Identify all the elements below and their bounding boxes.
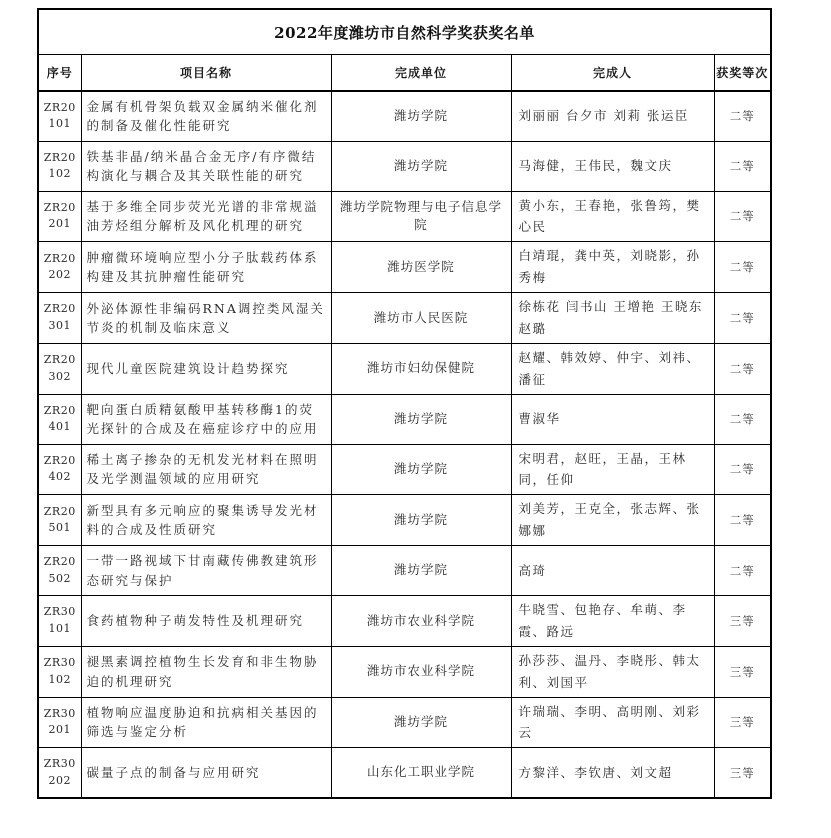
cell-completing-unit: 潍坊学院 <box>331 444 511 495</box>
cell-serial-number: ZR30201 <box>38 697 81 748</box>
cell-serial-number: ZR20401 <box>38 394 81 444</box>
cell-award-level: 二等 <box>714 444 771 495</box>
cell-award-level: 二等 <box>714 293 771 344</box>
cell-completers: 刘丽丽 台夕市 刘莉 张运臣 <box>511 91 714 141</box>
cell-project-name: 一带一路视域下甘南藏传佛教建筑形态研究与保护 <box>81 546 331 596</box>
cell-completers: 白靖琨，龚中英，刘晓影，孙秀梅 <box>511 242 714 293</box>
col-header-project: 项目名称 <box>81 55 331 92</box>
cell-completing-unit: 潍坊学院 <box>331 495 511 546</box>
table-row <box>38 343 771 394</box>
table-row <box>38 444 771 495</box>
cell-serial-number: ZR20201 <box>38 191 81 242</box>
cell-award-level: 二等 <box>714 343 771 394</box>
cell-completing-unit: 潍坊医学院 <box>331 242 511 293</box>
table-body <box>38 91 771 798</box>
cell-completers: 曹淑华 <box>511 394 714 444</box>
award-table <box>37 8 772 799</box>
col-header-serial: 序号 <box>38 55 81 92</box>
table-row <box>38 546 771 596</box>
cell-serial-number: ZR20301 <box>38 293 81 344</box>
cell-project-name: 靶向蛋白质精氨酸甲基转移酶1的荧光探针的合成及在癌症诊疗中的应用 <box>81 394 331 444</box>
document-title: 2022年度潍坊市自然科学奖获奖名单 <box>38 9 771 55</box>
cell-serial-number: ZR20102 <box>38 141 81 191</box>
cell-completers: 马海健，王伟民，魏文庆 <box>511 141 714 191</box>
cell-award-level: 二等 <box>714 191 771 242</box>
cell-completing-unit: 潍坊学院 <box>331 546 511 596</box>
cell-award-level: 三等 <box>714 646 771 697</box>
cell-completing-unit: 潍坊市妇幼保健院 <box>331 343 511 394</box>
cell-project-name: 金属有机骨架负载双金属纳米催化剂的制备及催化性能研究 <box>81 91 331 141</box>
cell-completers: 牛晓雪、包艳存、牟萌、李霞、路远 <box>511 596 714 647</box>
table-row <box>38 91 771 141</box>
cell-project-name: 稀土离子掺杂的无机发光材料在照明及光学测温领域的应用研究 <box>81 444 331 495</box>
cell-completers: 徐栋花 闫书山 王增艳 王晓东 赵璐 <box>511 293 714 344</box>
table-row <box>38 646 771 697</box>
title-row <box>38 9 771 55</box>
cell-award-level: 三等 <box>714 596 771 647</box>
cell-serial-number: ZR20402 <box>38 444 81 495</box>
cell-serial-number: ZR20101 <box>38 91 81 141</box>
cell-completing-unit: 潍坊学院 <box>331 91 511 141</box>
table-row <box>38 748 771 798</box>
table-row <box>38 394 771 444</box>
cell-project-name: 基于多维全同步荧光光谱的非常规溢油芳烃组分解析及风化机理的研究 <box>81 191 331 242</box>
cell-project-name: 碳量子点的制备与应用研究 <box>81 748 331 798</box>
table-row <box>38 141 771 191</box>
col-header-unit: 完成单位 <box>331 55 511 92</box>
cell-completing-unit: 潍坊市人民医院 <box>331 293 511 344</box>
col-header-people: 完成人 <box>511 55 714 92</box>
cell-project-name: 褪黑素调控植物生长发育和非生物胁迫的机理研究 <box>81 646 331 697</box>
cell-serial-number: ZR30102 <box>38 646 81 697</box>
cell-project-name: 食药植物种子萌发特性及机理研究 <box>81 596 331 647</box>
cell-serial-number: ZR20501 <box>38 495 81 546</box>
cell-award-level: 二等 <box>714 242 771 293</box>
cell-completing-unit: 山东化工职业学院 <box>331 748 511 798</box>
cell-serial-number: ZR20202 <box>38 242 81 293</box>
cell-award-level: 二等 <box>714 141 771 191</box>
cell-completing-unit: 潍坊学院 <box>331 394 511 444</box>
cell-serial-number: ZR30101 <box>38 596 81 647</box>
cell-completers: 孙莎莎、温丹、李晓彤、韩太利、刘国平 <box>511 646 714 697</box>
cell-project-name: 现代儿童医院建筑设计趋势探究 <box>81 343 331 394</box>
cell-project-name: 铁基非晶/纳米晶合金无序/有序微结构演化与耦合及其关联性能的研究 <box>81 141 331 191</box>
cell-serial-number: ZR30202 <box>38 748 81 798</box>
cell-completing-unit: 潍坊学院物理与电子信息学院 <box>331 191 511 242</box>
cell-project-name: 新型具有多元响应的聚集诱导发光材料的合成及性质研究 <box>81 495 331 546</box>
cell-completing-unit: 潍坊学院 <box>331 697 511 748</box>
table-row <box>38 242 771 293</box>
cell-project-name: 肿瘤微环境响应型小分子肽载药体系构建及其抗肿瘤性能研究 <box>81 242 331 293</box>
cell-serial-number: ZR20502 <box>38 546 81 596</box>
table-row <box>38 495 771 546</box>
cell-completers: 许瑞瑞、李明、高明刚、刘彩云 <box>511 697 714 748</box>
cell-completing-unit: 潍坊学院 <box>331 141 511 191</box>
cell-award-level: 三等 <box>714 748 771 798</box>
col-header-award: 获奖等次 <box>714 55 771 92</box>
cell-serial-number: ZR20302 <box>38 343 81 394</box>
cell-completers: 黄小东，王春艳，张鲁筠，樊心民 <box>511 191 714 242</box>
cell-project-name: 植物响应温度胁迫和抗病相关基因的筛选与鉴定分析 <box>81 697 331 748</box>
table-row <box>38 191 771 242</box>
cell-completers: 方黎洋、李钦唐、刘文超 <box>511 748 714 798</box>
cell-award-level: 二等 <box>714 546 771 596</box>
table-row <box>38 293 771 344</box>
cell-completers: 高琦 <box>511 546 714 596</box>
document-page <box>37 8 772 799</box>
cell-award-level: 三等 <box>714 697 771 748</box>
cell-award-level: 二等 <box>714 91 771 141</box>
cell-project-name: 外泌体源性非编码RNA调控类风湿关节炎的机制及临床意义 <box>81 293 331 344</box>
cell-completing-unit: 潍坊市农业科学院 <box>331 596 511 647</box>
cell-completers: 刘美芳，王克全，张志辉、张娜娜 <box>511 495 714 546</box>
cell-completers: 赵耀、韩效婷、仲宇、刘祎、潘征 <box>511 343 714 394</box>
table-row <box>38 596 771 647</box>
cell-award-level: 二等 <box>714 495 771 546</box>
cell-award-level: 二等 <box>714 394 771 444</box>
table-row <box>38 697 771 748</box>
cell-completing-unit: 潍坊市农业科学院 <box>331 646 511 697</box>
table-header-row <box>38 55 771 92</box>
cell-completers: 宋明君，赵旺，王晶，王林同，任仰 <box>511 444 714 495</box>
